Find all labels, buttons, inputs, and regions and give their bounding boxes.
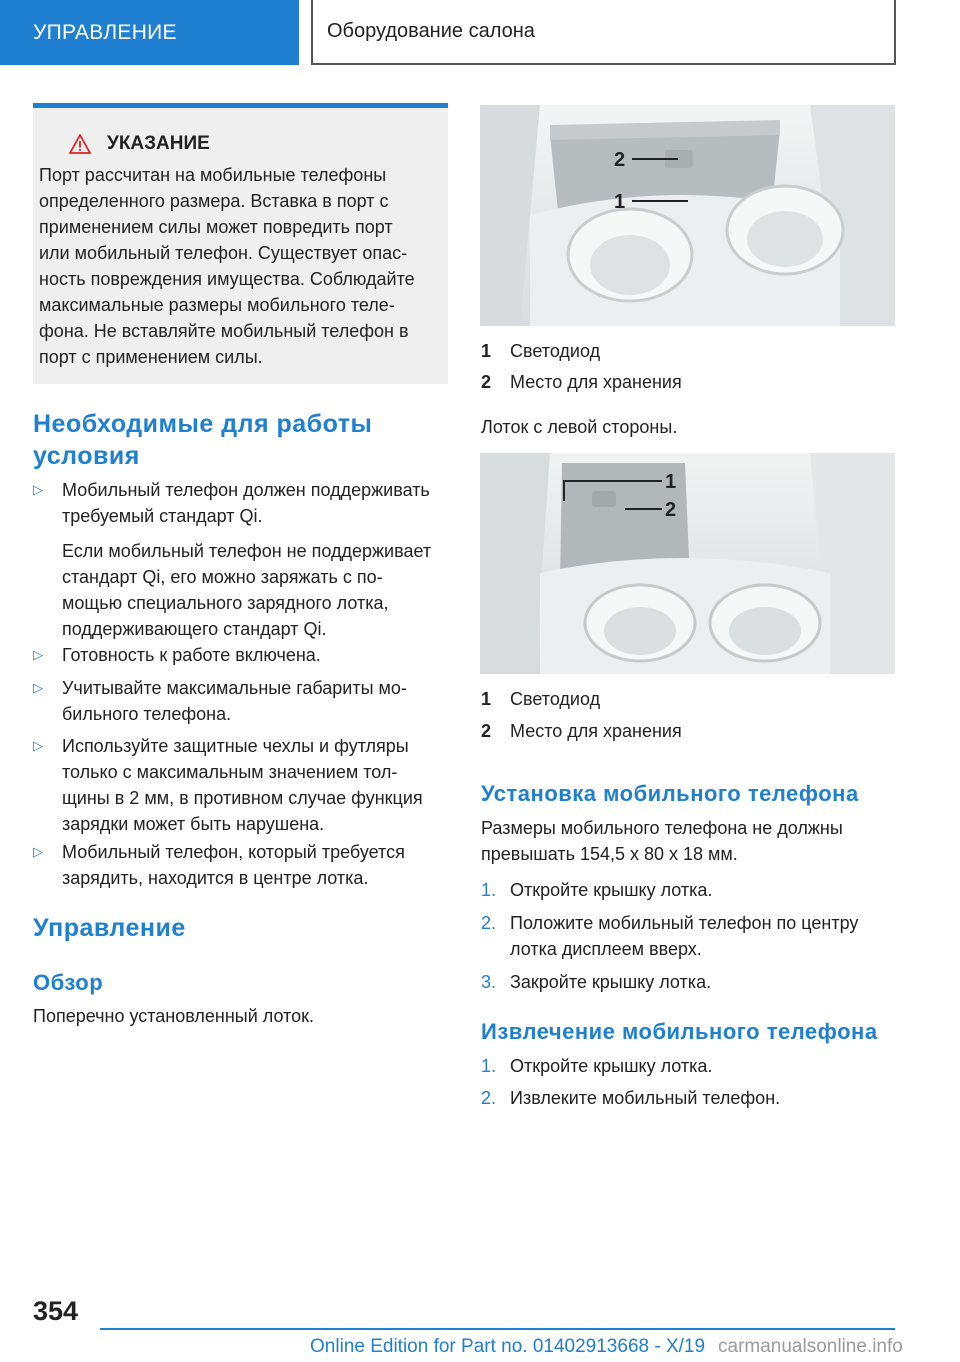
- console-tray-left-illustration: [480, 453, 895, 674]
- legend-text: Светодиод: [510, 341, 601, 361]
- bullet-text: требуемый стандарт Qi.: [62, 506, 263, 526]
- bullet-icon: ▷: [33, 647, 43, 662]
- console-tray-photo-2: [480, 453, 895, 674]
- warning-line: определенного размера. Вставка в порт с: [39, 191, 389, 211]
- remove-heading: Извлечение мобильного телефона: [481, 1019, 878, 1044]
- bullet-text: бильного телефона.: [62, 704, 232, 724]
- warning-line: порт с применением силы.: [39, 347, 263, 367]
- bullet-text: Учитывайте максимальные габариты мо-: [62, 678, 407, 698]
- bullet-text: щины в 2 мм, в противном случае функция: [62, 788, 423, 808]
- warning-box: [33, 103, 448, 384]
- warning-line: или мобильный телефон. Существует опас-: [39, 243, 408, 263]
- step-text: Откройте крышку лотка.: [510, 1056, 713, 1076]
- step-number: 2.: [481, 1088, 497, 1108]
- warning-triangle-icon: [69, 134, 91, 154]
- step-number: 1.: [481, 1056, 497, 1076]
- overview-text: Поперечно установленный лоток.: [33, 1006, 315, 1026]
- bullet-icon: ▷: [33, 844, 43, 859]
- install-text: превышать 154,5 x 80 x 18 мм.: [481, 844, 738, 864]
- step-number: 1.: [481, 880, 497, 900]
- left-tray-caption: Лоток с левой стороны.: [481, 417, 678, 437]
- bullet-text: зарядки может быть нарушена.: [62, 814, 325, 834]
- step-text: Положите мобильный телефон по центру: [510, 913, 859, 933]
- bullet-icon: ▷: [33, 738, 43, 753]
- callout-2: 2: [665, 499, 677, 521]
- step-text: Извлеките мобильный телефон.: [510, 1088, 781, 1108]
- legend-text: Место для хранения: [510, 721, 682, 741]
- control-heading: Управление: [33, 914, 186, 942]
- step-text: Закройте крышку лотка.: [510, 972, 712, 992]
- bullet-subtext: поддерживающего стандарт Qi.: [62, 619, 327, 639]
- footer-watermark: carmanualsonline.info: [718, 1336, 903, 1357]
- legend-number: 2: [481, 721, 492, 741]
- bullet-subtext: мощью специального зарядного лотка,: [62, 593, 389, 613]
- step-text: лотка дисплеем вверх.: [510, 939, 702, 959]
- callout-2: 2: [614, 149, 626, 171]
- bullet-text: Готовность к работе включена.: [62, 645, 321, 665]
- section-tab: УПРАВЛЕНИЕ: [0, 0, 299, 65]
- callout-1: 1: [614, 191, 626, 213]
- page-number: 354: [33, 1296, 79, 1326]
- warning-line: Порт рассчитан на мобильные телефоны: [39, 165, 387, 185]
- bullet-text: зарядить, находится в центре лотка.: [62, 868, 369, 888]
- bullet-text: только с максимальным значением тол-: [62, 762, 398, 782]
- legend-text: Светодиод: [510, 689, 601, 709]
- warning-line: фона. Не вставляйте мобильный телефон в: [39, 321, 409, 341]
- requirements-heading-line1: Необходимые для работы: [33, 410, 373, 438]
- legend-number: 2: [481, 372, 492, 392]
- install-text: Размеры мобильного телефона не должны: [481, 818, 843, 838]
- warning-text: [39, 162, 440, 370]
- step-number: 3.: [481, 972, 497, 992]
- step-text: Откройте крышку лотка.: [510, 880, 713, 900]
- bullet-text: Мобильный телефон должен поддерживать: [62, 480, 430, 500]
- callout-1: 1: [665, 471, 677, 493]
- console-tray-illustration: [480, 105, 895, 326]
- legend-number: 1: [481, 341, 492, 361]
- warning-heading-text: УКАЗАНИЕ: [107, 133, 210, 154]
- bullet-subtext: Если мобильный телефон не поддерживает: [62, 541, 432, 561]
- console-tray-photo-1: [480, 105, 895, 326]
- page-title: [311, 0, 896, 65]
- warning-line: применением силы может повредить порт: [39, 217, 393, 237]
- page-title-text: Оборудование салона: [327, 20, 535, 42]
- bullet-icon: ▷: [33, 482, 43, 497]
- warning-line: ность повреждения имущества. Соблюдайте: [39, 269, 415, 289]
- footer-edition: Online Edition for Part no. 01402913668 - X/19: [310, 1336, 706, 1357]
- bullet-text: Мобильный телефон, который требуется: [62, 842, 405, 862]
- footer-divider: [100, 1328, 895, 1330]
- bullet-icon: ▷: [33, 680, 43, 695]
- bullet-text: Используйте защитные чехлы и футляры: [62, 736, 409, 756]
- warning-heading: [69, 132, 440, 156]
- overview-heading: Обзор: [33, 970, 104, 995]
- install-heading: Установка мобильного телефона: [481, 781, 859, 806]
- warning-line: максимальные размеры мобильного теле-: [39, 295, 395, 315]
- step-number: 2.: [481, 913, 497, 933]
- legend-text: Место для хранения: [510, 372, 682, 392]
- requirements-heading-line2: условия: [33, 442, 140, 470]
- bullet-subtext: стандарт Qi, его можно заряжать с по-: [62, 567, 383, 587]
- legend-number: 1: [481, 689, 492, 709]
